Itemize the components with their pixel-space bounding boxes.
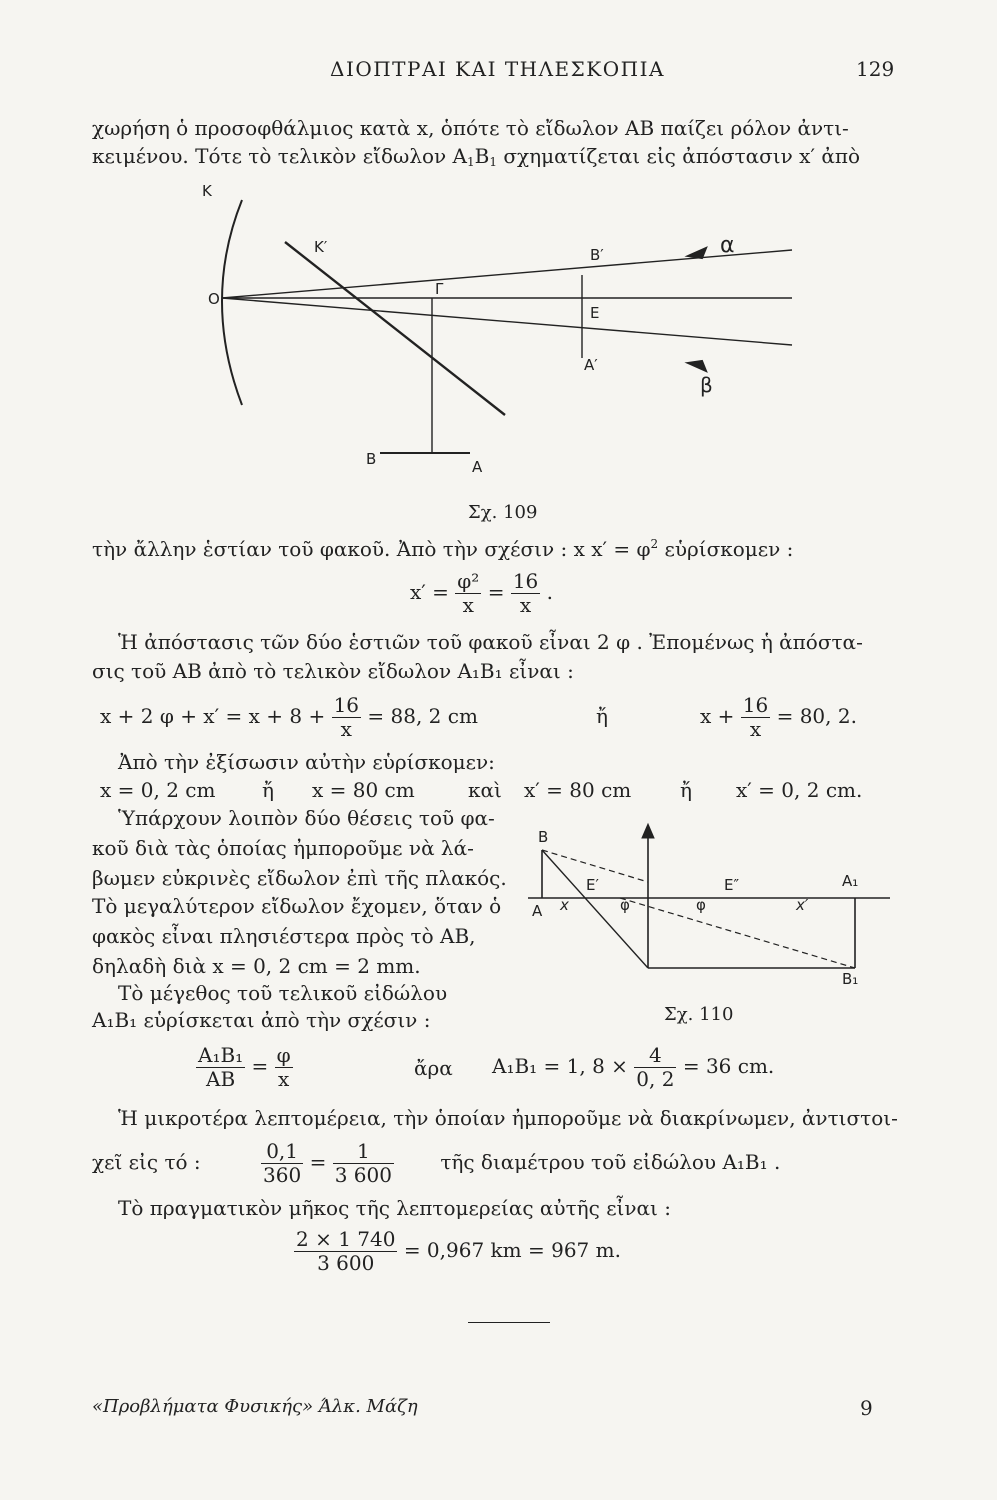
fig-label: Γ (435, 280, 444, 298)
text-or: ἤ (680, 778, 692, 802)
fig-label: B′ (590, 246, 604, 264)
ray (222, 298, 792, 345)
text-line: Τὸ μεγαλύτερον εἴδωλον ἔχομεν, ὅταν ὁ (92, 894, 502, 918)
fig-label: B (538, 828, 549, 846)
figure-caption: Σχ. 110 (664, 1004, 734, 1025)
fig-label: K′ (314, 238, 328, 256)
text-line: κειμένου. Τότε τὸ τελικὸν εἴδωλον $A_1B_1$ σχηματίζεται εἰς ἀπόστασιν x′ ἀπὸ (92, 144, 861, 169)
figure-caption: Σχ. 109 (468, 502, 538, 523)
equation-4: χεῖ εἰς τό : $\frac{0,1}{360}$ = $\frac{1}{3 600}$ τῆς διαμέτρου τοῦ εἰδώλου A₁B₁ . (92, 1139, 781, 1187)
text-line: φακὸς εἶναι πλησιέστερα πρὸς τὸ ΑΒ, (92, 924, 476, 948)
solution: x′ = 0, 2 cm. (736, 778, 863, 802)
equation-3: $\frac{\text{A₁B₁}}{AB}$ = $\frac{\varphi}{x}$ (198, 1043, 291, 1091)
fig-label: A₁ (842, 872, 859, 890)
fig-label: E″ (724, 876, 740, 894)
text-ara: ἄρα (414, 1056, 453, 1080)
text-line: Τὸ πραγματικὸν μῆκος τῆς λεπτομερείας αὐτῆς εἶναι : (118, 1196, 671, 1220)
text-line: σις τοῦ ΑΒ ἀπὸ τὸ τελικὸν εἴδωλον A₁B₁ εἶναι : (92, 659, 574, 683)
fig-label: α (720, 233, 735, 258)
signature-number: 9 (860, 1396, 873, 1420)
fig-label: x′ (796, 896, 809, 914)
text-line: τὴν ἄλλην ἑστίαν τοῦ φακοῦ. Ἀπὸ τὴν σχέσιν : x $x' = \varphi^2$ εὑρίσκομεν : (92, 537, 794, 561)
text-line: Ὑπάρχουν λοιπὸν δύο θέσεις τοῦ φα- (118, 806, 495, 830)
solution: x′ = 80 cm (524, 778, 632, 802)
equation-2b: x + $\frac{16}{x}$ = 80, 2. (700, 693, 857, 741)
equation-2: x + 2 φ + x′ = x + 8 + $\frac{16}{x}$ = 88, 2 cm (100, 693, 478, 741)
running-title: ΔΙΟΠΤΡΑΙ ΚΑΙ ΤΗΛΕΣΚΟΠΙΑ (330, 57, 665, 81)
text-line: βωμεν εὐκρινὲς εἴδωλον ἐπὶ τῆς πλακός. (92, 866, 507, 890)
footer-source: «Προβλήματα Φυσικής» Άλκ. Μάζη (92, 1396, 418, 1417)
fig-label: A′ (584, 356, 598, 374)
fig-label: A (532, 902, 543, 920)
arrow-alpha (688, 248, 706, 258)
fig-label: B (366, 450, 377, 468)
footer-rule (468, 1322, 550, 1323)
fig-label: β (700, 373, 713, 397)
text-line: Ἡ μικροτέρα λεπτομέρεια, τὴν ὁποίαν ἠμποροῦμε νὰ διακρίνωμεν, ἀντιστοι- (118, 1106, 898, 1130)
mirror-arc (222, 200, 242, 405)
text-line: Ἡ ἀπόστασις τῶν δύο ἑστιῶν τοῦ φακοῦ εἶναι 2 φ . Ἐπομένως ἡ ἀπόστα- (118, 630, 863, 654)
fig-label: x (560, 896, 569, 914)
figure-110 (520, 820, 900, 990)
equation-5: $\frac{2 \times 1 740}{3 600}$ = 0,967 km = 967 m. (296, 1227, 621, 1275)
lens-arrow-head (642, 824, 654, 838)
text-line: A₁B₁ εὑρίσκεται ἀπὸ τὴν σχέσιν : (92, 1008, 431, 1032)
fig-label: O (208, 290, 220, 308)
figure-109 (180, 180, 820, 490)
text-line: Τὸ μέγεθος τοῦ τελικοῦ εἰδώλου (118, 981, 448, 1005)
equation-3b: A₁B₁ = 1, 8 × $\frac{4}{0, 2}$ = 36 cm. (492, 1043, 775, 1091)
solution: x = 80 cm (312, 778, 415, 802)
equation-1: x′ = $\frac{\text{φ²}}{x}$ = $\frac{16}{x}$ . (410, 569, 553, 617)
text-or: ἤ (262, 778, 274, 802)
solution: x = 0, 2 cm (100, 778, 216, 802)
ray (222, 250, 792, 298)
fig-label: E′ (586, 876, 599, 894)
fig-label: B₁ (842, 970, 859, 988)
text-line: κοῦ διὰ τὰς ὁποίας ἠμποροῦμε νὰ λά- (92, 836, 474, 860)
text-and: καὶ (468, 778, 502, 802)
fig-label: K (202, 182, 212, 200)
text-or: ἤ (596, 704, 608, 728)
fig-label: A (472, 458, 483, 476)
fig-label: E (590, 304, 600, 322)
fig-label: φ (620, 896, 630, 914)
fig-label: φ (696, 896, 706, 914)
page-number: 129 (856, 57, 895, 81)
arrow-beta (688, 361, 706, 371)
text-line: χωρήση ὁ προσοφθάλμιος κατὰ x, ὁπότε τὸ εἴδωλον ΑΒ παίζει ρόλον ἀντι- (92, 116, 849, 140)
ray-dashed (620, 898, 855, 968)
ray-solid (542, 850, 648, 968)
text-line: Ἀπὸ τὴν ἐξίσωσιν αὐτὴν εὑρίσκομεν: (118, 750, 495, 774)
text-line: δηλαδὴ διὰ x = 0, 2 cm = 2 mm. (92, 954, 421, 978)
plane-mirror (285, 242, 505, 415)
